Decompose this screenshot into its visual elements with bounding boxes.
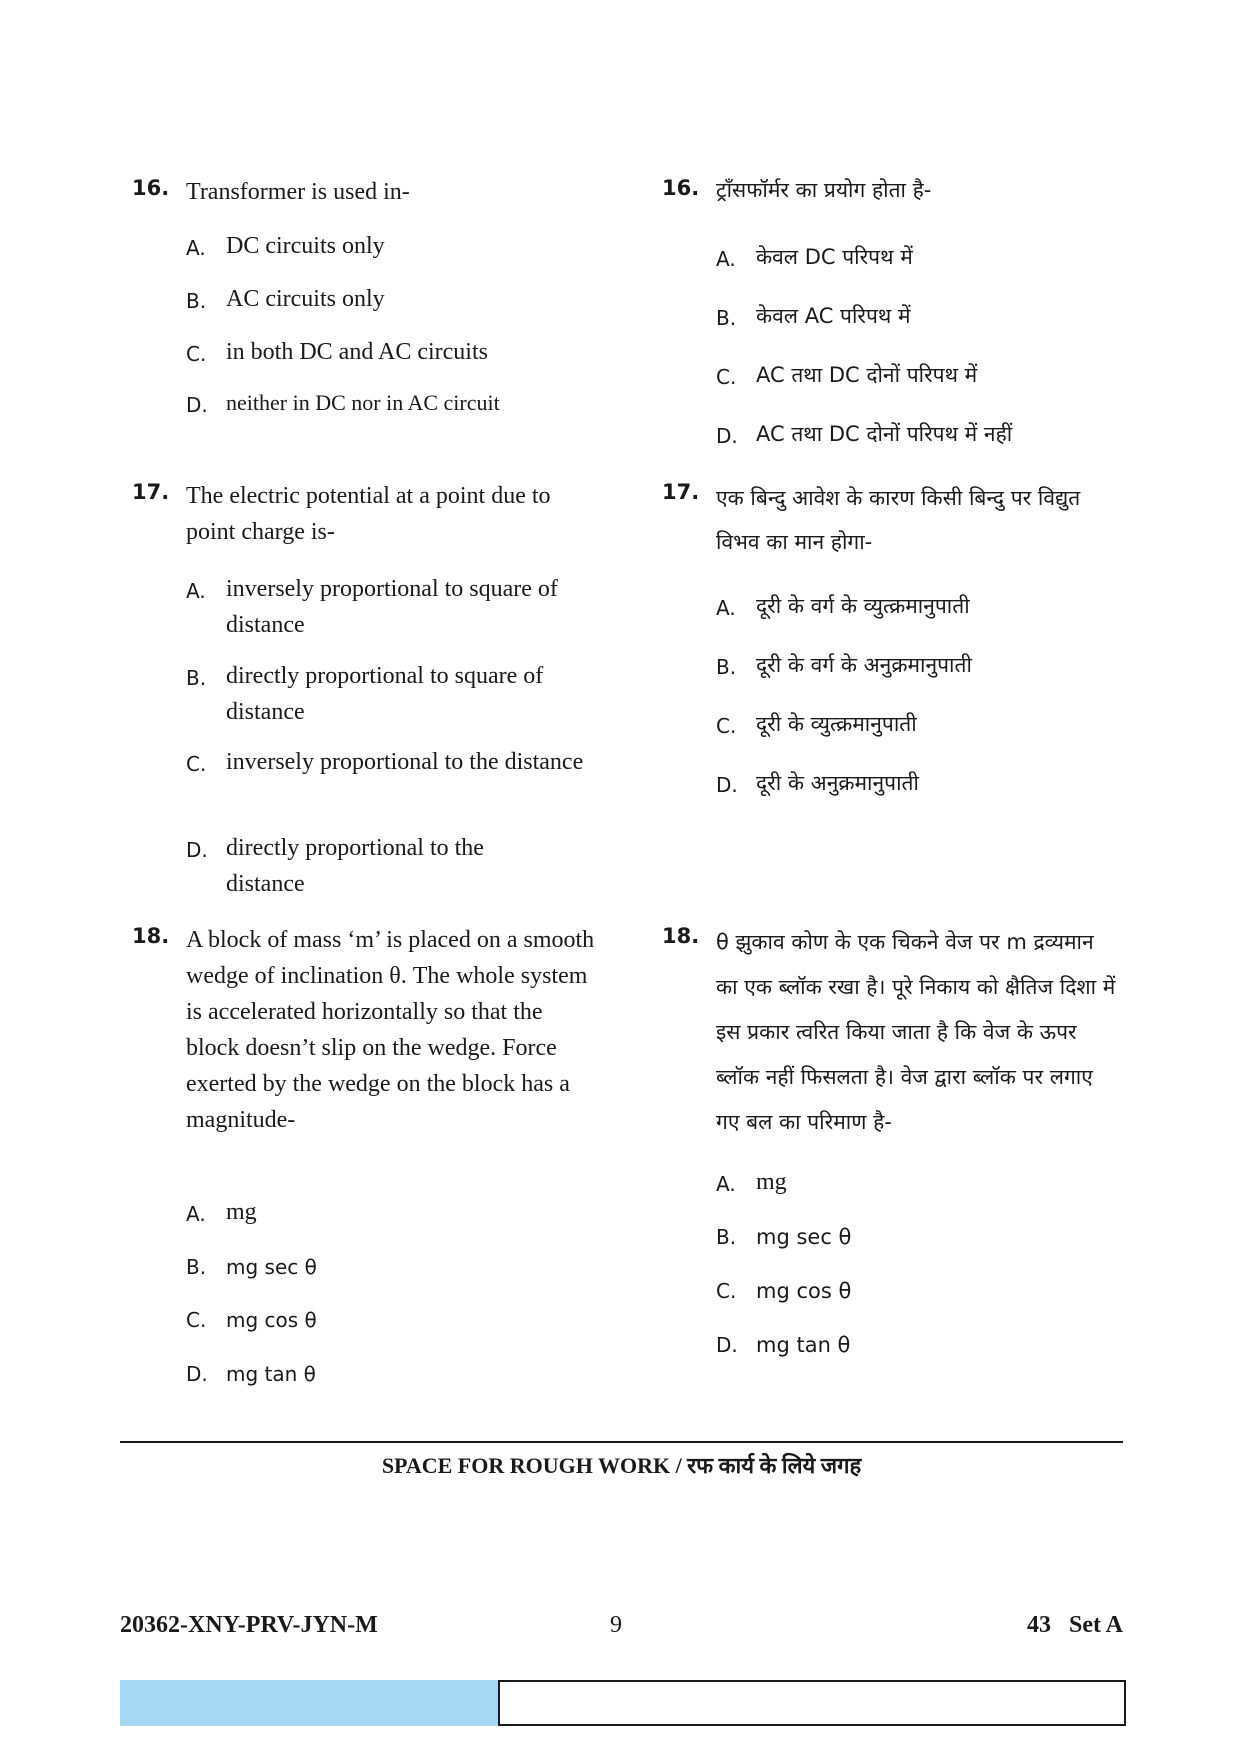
option-label: B.: [716, 306, 737, 330]
option-text: दूरी के व्युत्क्रमानुपाती: [756, 712, 917, 736]
page-number: 9: [610, 1612, 622, 1638]
option-text: mg: [756, 1169, 787, 1195]
option-label: B.: [186, 1255, 207, 1279]
option-text: mg: [226, 1199, 257, 1225]
option-label: C.: [186, 1308, 207, 1332]
question-number: 17.: [132, 480, 170, 504]
option-label: A.: [716, 247, 736, 271]
option-label: D.: [716, 424, 738, 448]
option-text: mg sec θ: [756, 1225, 852, 1249]
option-text: AC circuits only: [226, 286, 385, 312]
footer-empty-box: [498, 1680, 1126, 1726]
option-label: C.: [716, 714, 737, 738]
option-label: A.: [186, 579, 206, 603]
footer-blue-bar: [120, 1680, 498, 1726]
rough-work-label: SPACE FOR ROUGH WORK / रफ कार्य के लिये जगह: [381, 1453, 862, 1478]
question-text: Transformer is used in-: [186, 179, 410, 205]
option-text: दूरी के वर्ग के व्युत्क्रमानुपाती: [756, 594, 970, 618]
option-text: in both DC and AC circuits: [226, 339, 488, 365]
question-text: A block of mass ‘m’ is placed on a smooth wedge of inclination θ. The whole system is accelerated horizontally so that the block doesn’t slip on the wedge. Force exerted by the wedge on the block has a magnitude-: [186, 927, 595, 1133]
option-text: केवल DC परिपथ में: [756, 245, 913, 269]
option-label: A.: [186, 236, 206, 260]
option-text: mg cos θ: [756, 1279, 852, 1303]
option-label: B.: [716, 655, 737, 679]
option-text: केवल AC परिपथ में: [756, 304, 911, 328]
option-label: A.: [716, 1172, 736, 1196]
option-text: inversely proportional to the distance: [226, 749, 584, 775]
question-number: 16.: [132, 176, 170, 200]
option-label: C.: [186, 342, 207, 366]
option-label: B.: [186, 666, 207, 690]
question-text: θ झुकाव कोण के एक चिकने वेज पर m द्रव्यमान का एक ब्लॉक रखा है। पूरे निकाय को क्षैतिज दिशा में इस प्रकार त्वरित किया जाता है कि वेज के ऊपर ब्लॉक नहीं फिसलता है। वेज द्वारा ब्लॉक पर लगाए गए बल का परिमाण है-: [716, 930, 1116, 1134]
option-text: inversely proportional to square of distance: [226, 576, 558, 638]
divider-line: [120, 1441, 1123, 1443]
option-label: C.: [716, 1279, 737, 1303]
option-label: D.: [186, 838, 208, 862]
option-text: mg tan θ: [756, 1333, 851, 1357]
option-label: D.: [716, 1333, 738, 1357]
question-number: 17.: [662, 480, 700, 504]
option-label: C.: [186, 752, 207, 776]
question-number: 18.: [132, 924, 170, 948]
option-label: D.: [186, 393, 208, 417]
option-label: A.: [186, 1202, 206, 1226]
option-text: directly proportional to the distance: [226, 835, 484, 897]
option-label: B.: [186, 289, 207, 313]
option-label: D.: [186, 1362, 208, 1386]
option-label: A.: [716, 596, 736, 620]
question-number: 16.: [662, 176, 700, 200]
option-label: D.: [716, 773, 738, 797]
option-label: C.: [716, 365, 737, 389]
question-text: एक बिन्दु आवेश के कारण किसी बिन्दु पर विद्युत विभव का मान होगा-: [716, 486, 1081, 554]
option-text: दूरी के वर्ग के अनुक्रमानुपाती: [756, 653, 972, 677]
option-text: दूरी के अनुक्रमानुपाती: [756, 771, 919, 795]
set-label: 43 Set A: [1027, 1612, 1123, 1638]
option-text: DC circuits only: [226, 233, 385, 259]
option-text: AC तथा DC दोनों परिपथ में नहीं: [756, 422, 1013, 446]
option-text: neither in DC nor in AC circuit: [226, 390, 500, 415]
paper-code: 20362-XNY-PRV-JYN-M: [120, 1612, 378, 1638]
question-text: The electric potential at a point due to point charge is-: [186, 483, 551, 545]
question-text: ट्राँसफॉर्मर का प्रयोग होता है-: [716, 178, 932, 202]
option-text: directly proportional to square of distance: [226, 663, 544, 725]
option-label: B.: [716, 1225, 737, 1249]
option-text: mg tan θ: [226, 1362, 316, 1386]
option-text: mg cos θ: [226, 1308, 317, 1332]
option-text: mg sec θ: [226, 1255, 317, 1279]
option-text: AC तथा DC दोनों परिपथ में: [756, 363, 978, 387]
question-number: 18.: [662, 924, 700, 948]
